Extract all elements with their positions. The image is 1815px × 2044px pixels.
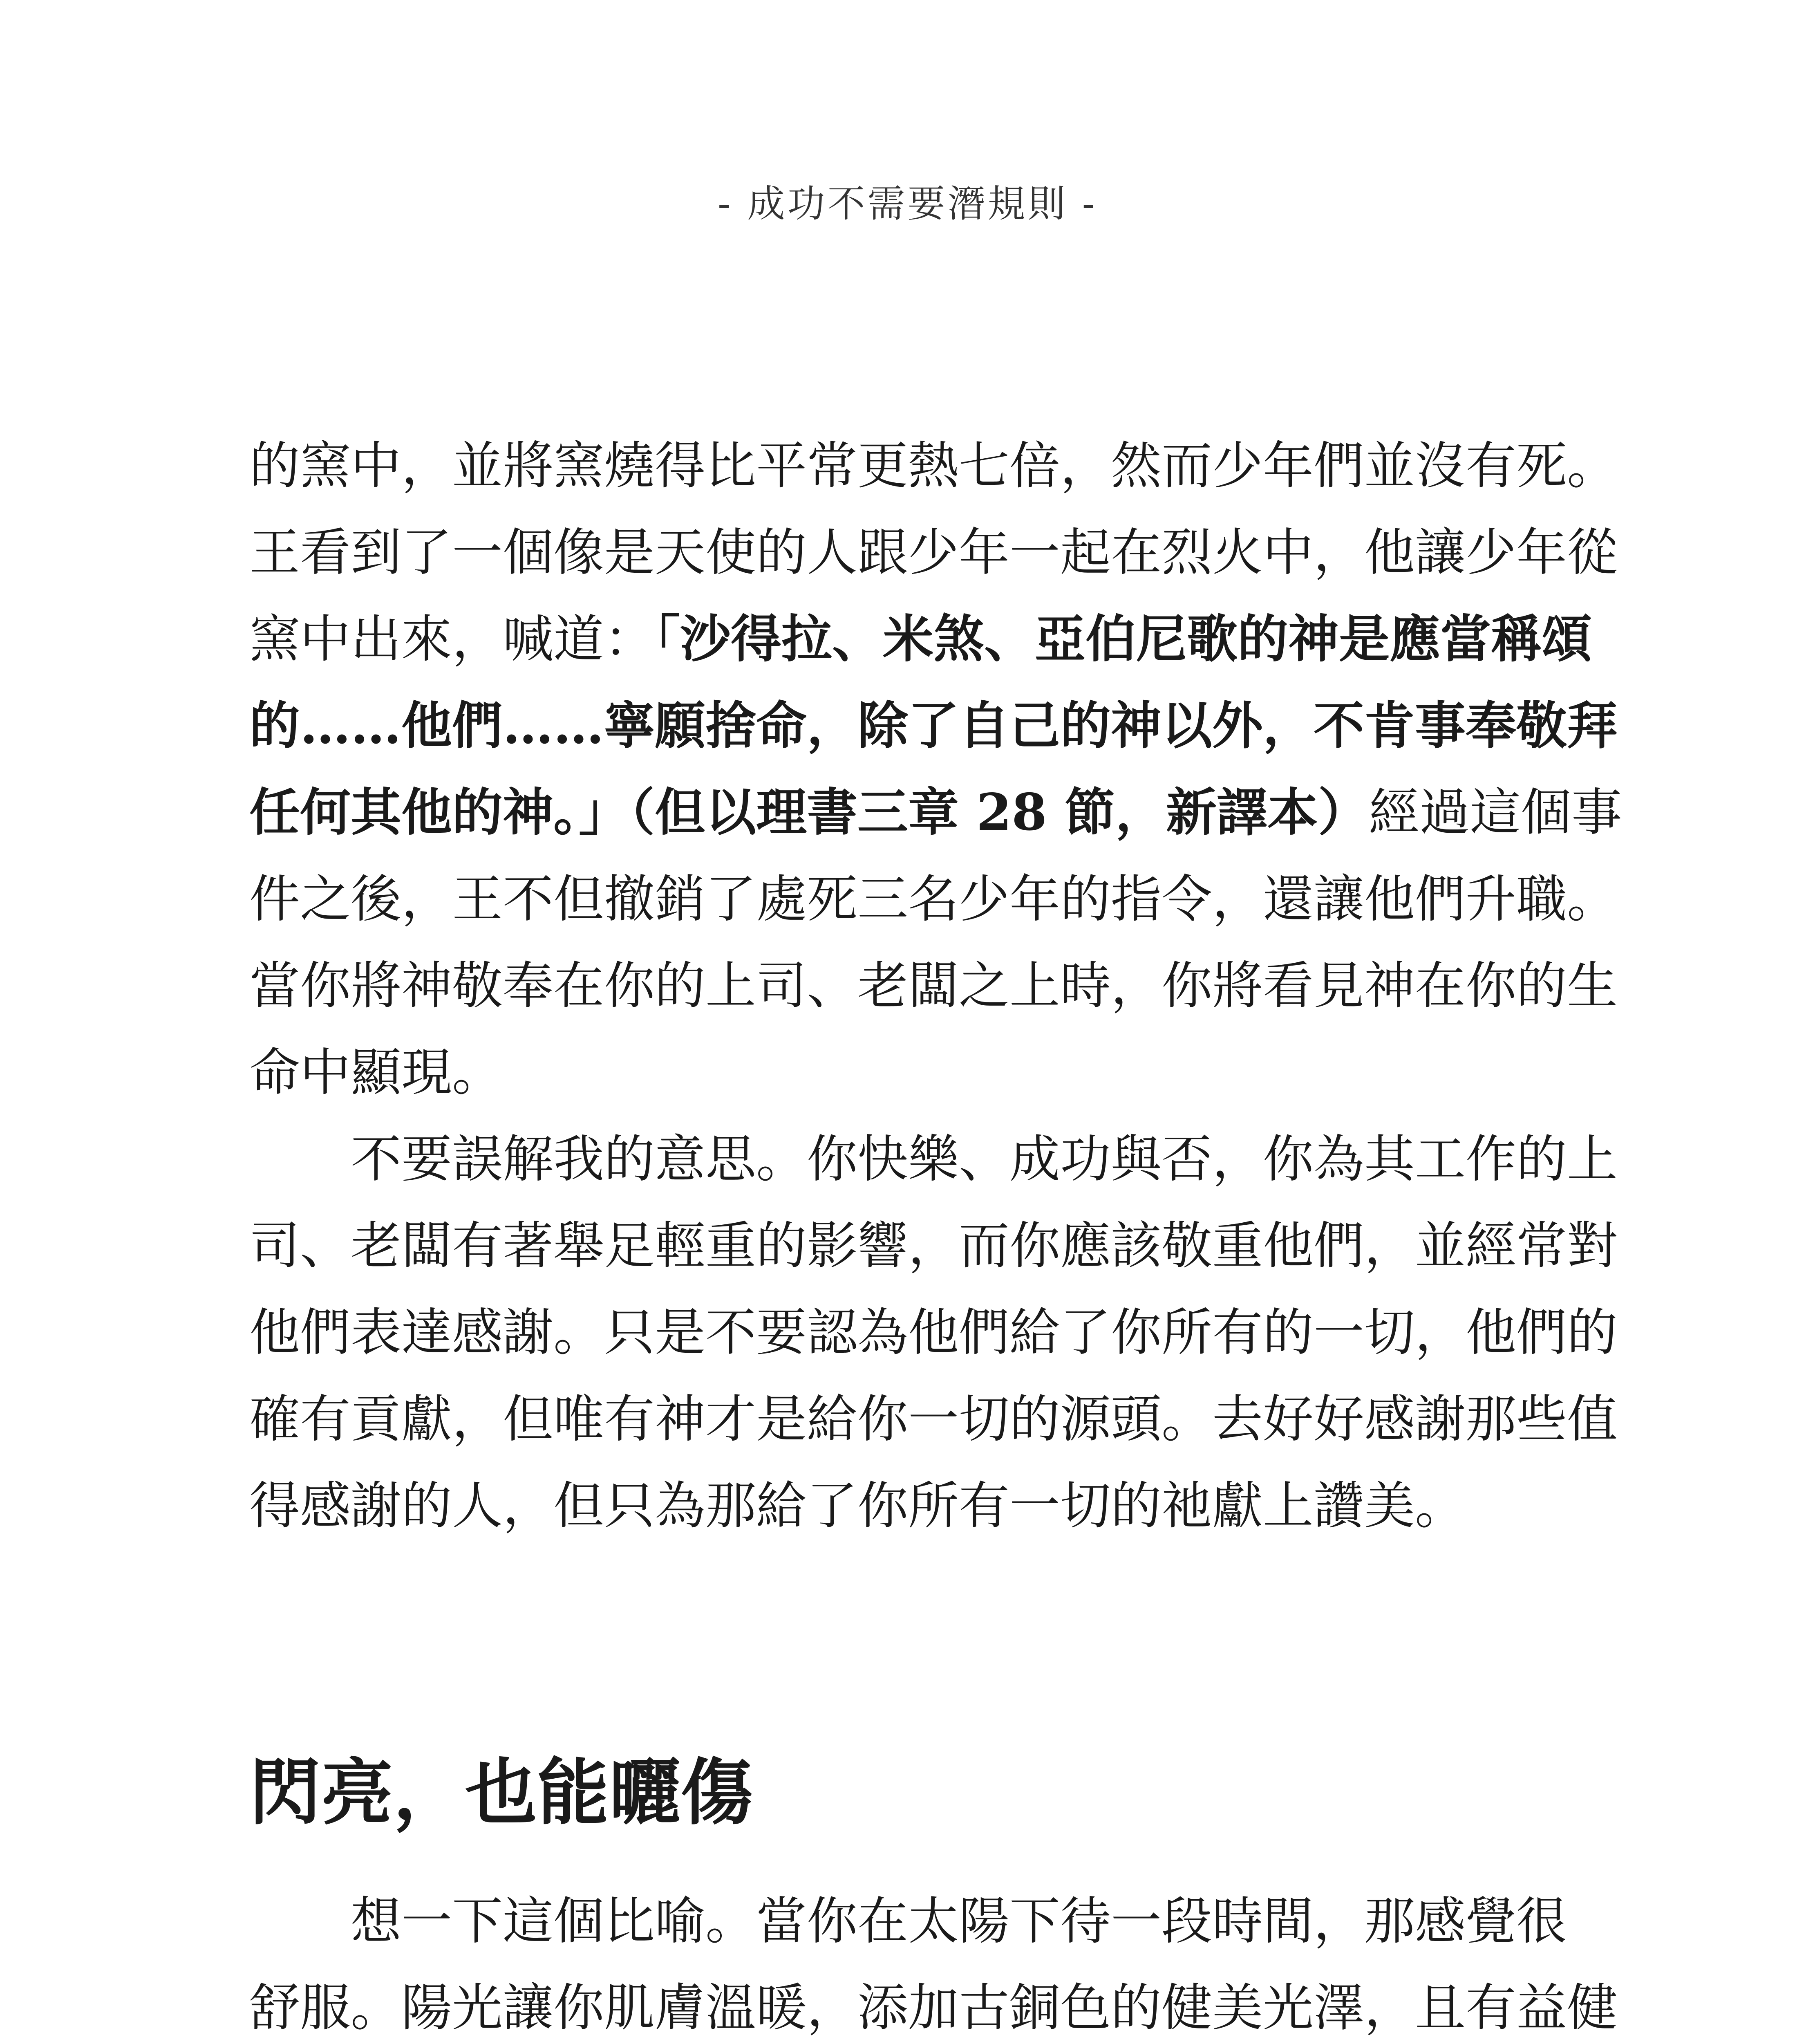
text-line: 他們表達感謝。只是不要認為他們給了你所有的一切，他們的 xyxy=(249,1303,1618,1362)
text-line: 當你將神敬奉在你的上司、老闆之上時，你將看見神在你的生 xyxy=(249,957,1618,1015)
running-header: - 成功不需要潛規則 - xyxy=(718,182,1097,226)
text-line xyxy=(249,610,1593,669)
text-line: 確有貢獻，但唯有神才是給你一切的源頭。去好好感謝那些值 xyxy=(249,1390,1618,1449)
text-line: 得感謝的人，但只為那給了你所有一切的祂獻上讚美。 xyxy=(249,1477,1466,1535)
text-line: 不要誤解我的意思。你快樂、成功與否，你為其工作的上 xyxy=(351,1130,1618,1189)
text-span: 窯中出來，喊道： xyxy=(249,610,655,669)
text-line xyxy=(249,783,1622,842)
text-line: 想一下這個比喻。當你在太陽下待一段時間，那感覺很 xyxy=(351,1892,1567,1951)
scripture-quote: 任何其他的神。」（但以理書三章 28 節，新譯本） xyxy=(249,783,1369,842)
text-line: 王看到了一個像是天使的人跟少年一起在烈火中，他讓少年從 xyxy=(249,523,1618,582)
scripture-quote: 「沙得拉、米煞、亞伯尼歌的神是應當稱頌 xyxy=(655,610,1593,669)
text-line: 司、老闆有著舉足輕重的影響，而你應該敬重他們，並經常對 xyxy=(249,1217,1618,1275)
text-line: 命中顯現。 xyxy=(249,1043,503,1102)
scripture-quote-line: 的……他們……寧願捨命，除了自己的神以外，不肯事奉敬拜 xyxy=(249,696,1618,755)
text-line: 件之後，王不但撤銷了處死三名少年的指令，還讓他們升職。 xyxy=(249,870,1618,929)
text-line: 的窯中，並將窯燒得比平常更熱七倍，然而少年們並沒有死。 xyxy=(249,437,1618,495)
section-heading: 閃亮，也能曬傷 xyxy=(249,1750,753,1835)
text-span: 經過這個事 xyxy=(1368,783,1622,842)
text-line: 舒服。陽光讓你肌膚溫暖，添加古銅色的健美光澤，且有益健 xyxy=(249,1979,1618,2037)
